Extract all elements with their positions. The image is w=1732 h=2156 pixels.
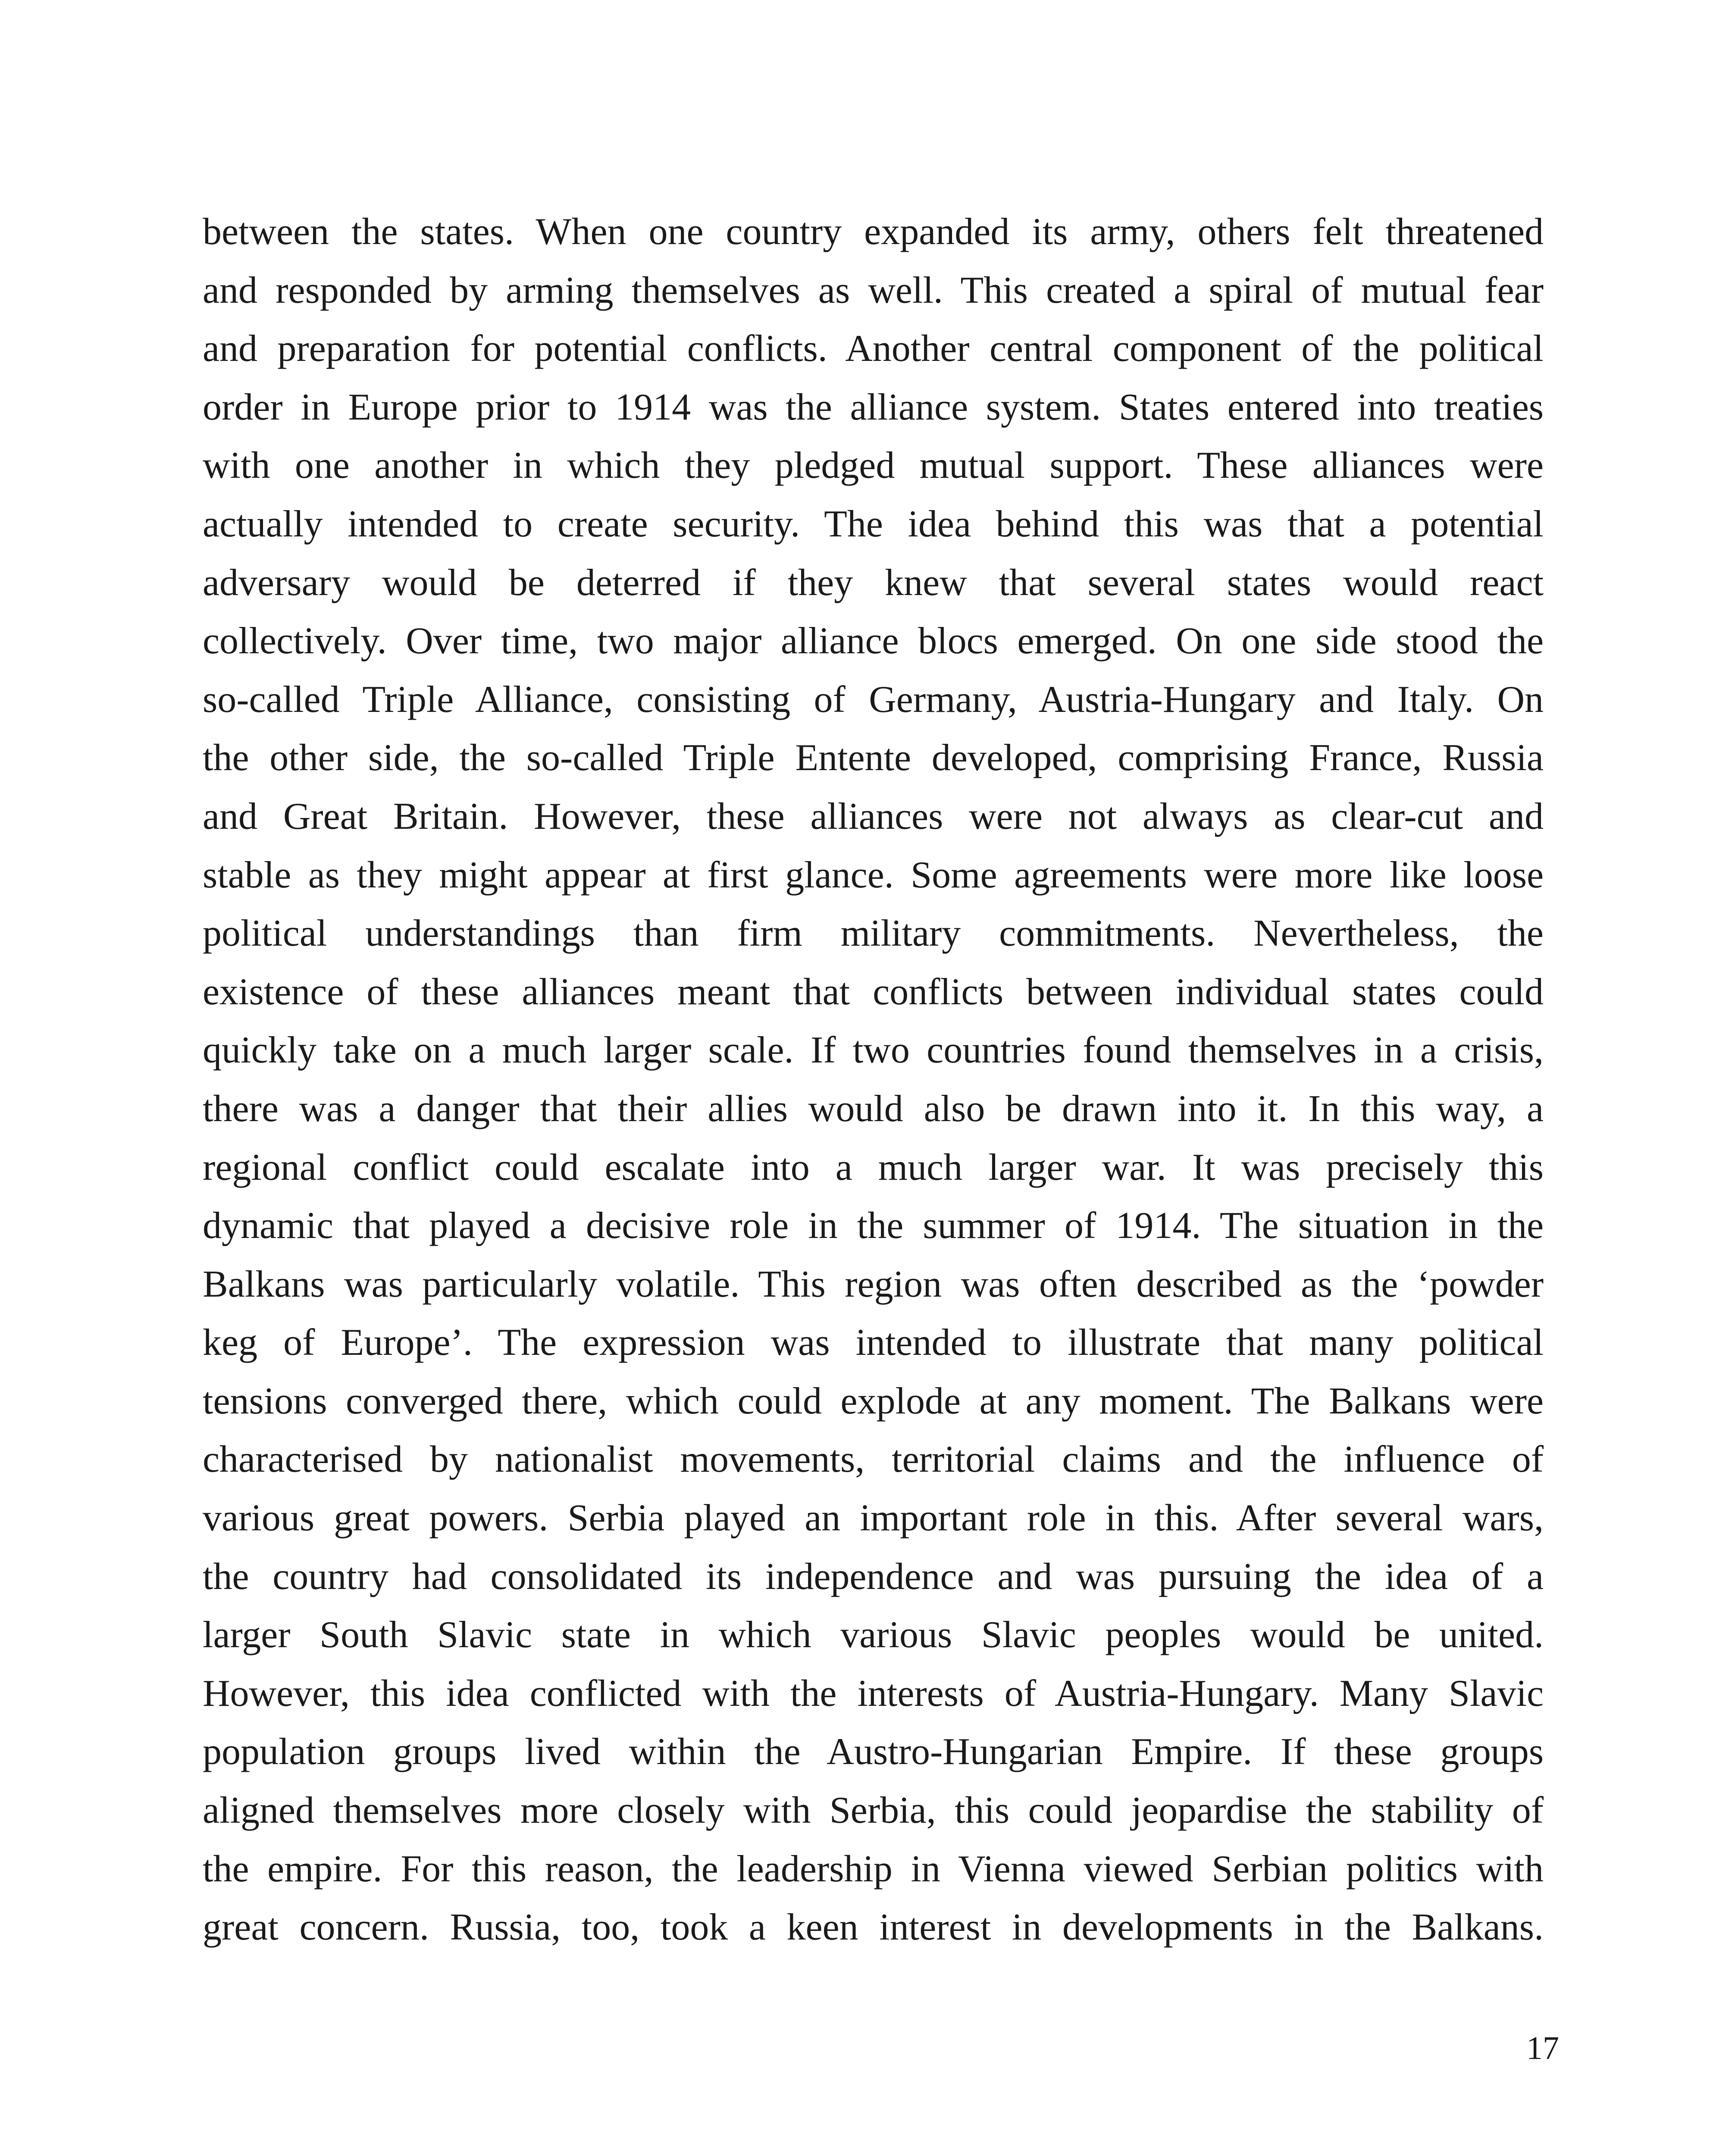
text-line: keg of Europe’. The expression was intended to illustrate that many political <box>203 1322 1544 1364</box>
text-line: political understandings than firm military commitments. Nevertheless, the <box>203 912 1544 955</box>
text-line: regional conflict could escalate into a much larger war. It was precisely this <box>203 1146 1544 1188</box>
text-line: dynamic that played a decisive role in the summer of 1914. The situation in the <box>203 1205 1544 1247</box>
page-number: 17 <box>1526 2030 1559 2066</box>
text-line: so-called Triple Alliance, consisting of Germany, Austria-Hungary and Italy. On <box>203 678 1544 721</box>
text-line: However, this idea conflicted with the interests of Austria-Hungary. Many Slavic <box>203 1672 1544 1714</box>
text-line: with one another in which they pledged mutual support. These alliances were <box>203 445 1544 487</box>
text-line: the other side, the so-called Triple Entente developed, comprising France, Russia <box>203 737 1544 779</box>
text-line: population groups lived within the Austro-Hungarian Empire. If these groups <box>203 1731 1544 1773</box>
text-line: there was a danger that their allies would also be drawn into it. In this way, a <box>203 1087 1544 1130</box>
text-line: and Great Britain. However, these alliances were not always as clear-cut and <box>203 795 1544 837</box>
text-line: the country had consolidated its independence and was pursuing the idea of a <box>203 1555 1544 1598</box>
text-line: and responded by arming themselves as well. This created a spiral of mutual fear <box>203 269 1544 311</box>
text-line: characterised by nationalist movements, territorial claims and the influence of <box>203 1438 1544 1481</box>
text-line: adversary would be deterred if they knew that several states would react <box>203 561 1544 604</box>
text-line: order in Europe prior to 1914 was the alliance system. States entered into treaties <box>203 386 1544 428</box>
text-line: tensions converged there, which could explode at any moment. The Balkans were <box>203 1380 1544 1422</box>
text-line: larger South Slavic state in which various Slavic peoples would be united. <box>203 1614 1544 1656</box>
text-line: the empire. For this reason, the leadership in Vienna viewed Serbian politics with <box>203 1848 1544 1890</box>
text-line: great concern. Russia, too, took a keen interest in developments in the Balkans. <box>203 1906 1544 1949</box>
text-line: collectively. Over time, two major alliance blocs emerged. On one side stood the <box>203 620 1544 662</box>
text-line: quickly take on a much larger scale. If two countries found themselves in a crisis, <box>203 1029 1544 1072</box>
text-line: aligned themselves more closely with Serbia, this could jeopardise the stability of <box>203 1789 1544 1832</box>
text-line: and preparation for potential conflicts. Another central component of the political <box>203 328 1544 370</box>
text-line: actually intended to create security. The idea behind this was that a potential <box>203 503 1544 545</box>
text-line: various great powers. Serbia played an important role in this. After several wars, <box>203 1497 1544 1539</box>
text-line: Balkans was particularly volatile. This region was often described as the ‘powder <box>203 1263 1544 1305</box>
text-line: stable as they might appear at first glance. Some agreements were more like loose <box>203 854 1544 896</box>
text-line: existence of these alliances meant that conflicts between individual states could <box>203 971 1544 1013</box>
body-text <box>203 203 1544 1957</box>
text-line: between the states. When one country expanded its army, others felt threatened <box>203 211 1544 253</box>
